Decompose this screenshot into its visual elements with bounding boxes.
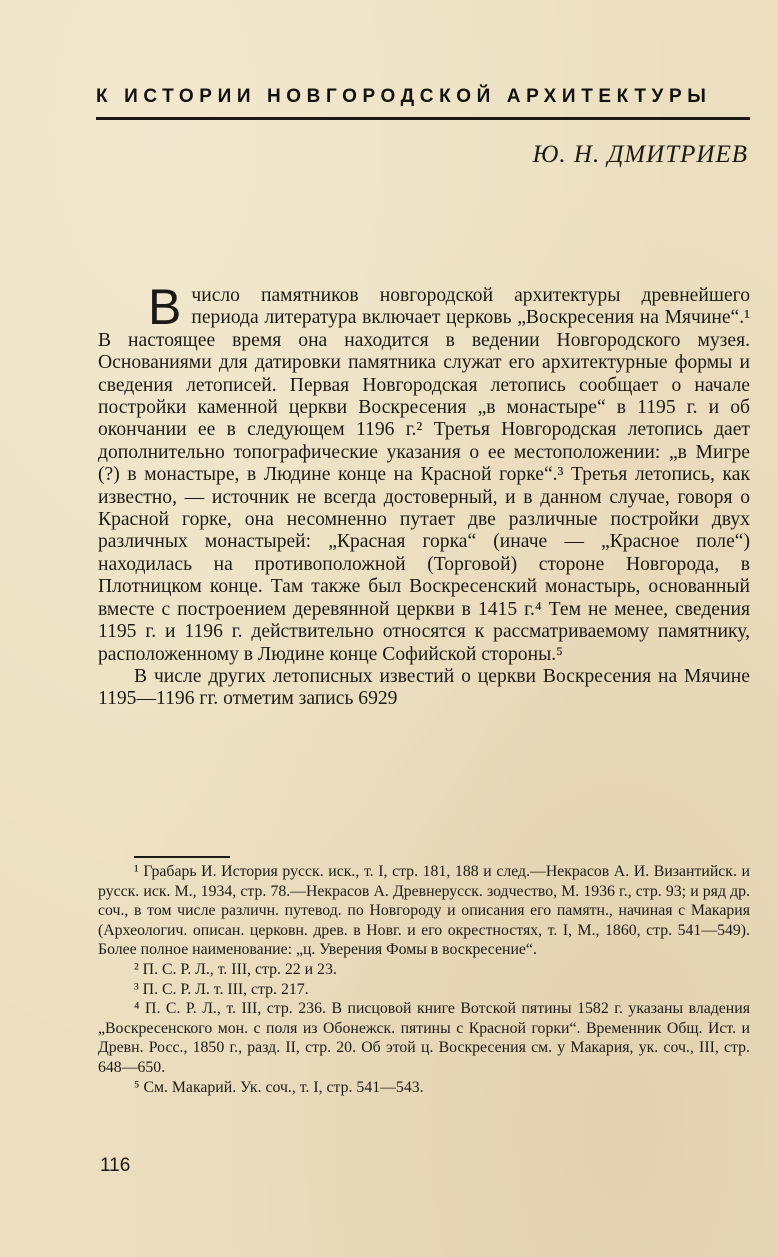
footnote-rule [134, 856, 230, 858]
paragraph-2: В числе других летописных известий о церкви Воскресения на Мячине 1195—1196 гг. отметим запись 6929 [98, 665, 750, 710]
drop-cap: В [148, 279, 182, 335]
article-body [98, 279, 750, 711]
section-header: К ИСТОРИИ НОВГОРОДСКОЙ АРХИТЕКТУРЫ [96, 86, 712, 107]
footnote-3: ³ П. С. Р. Л. т. III, стр. 217. [134, 980, 309, 998]
header-rule [96, 117, 750, 120]
footnote-2: ² П. С. Р. Л., т. III, стр. 22 и 23. [134, 960, 337, 978]
footnote-1: ¹ Грабарь И. История русск. иск., т. I, стр. 181, 188 и след.—Некрасов А. И. Византийск. и русск. иск. М., 1934, стр. 78.—Некрасов А. Древнерусск. зодчество, М. 1936 г., стр. 93; и ряд др. соч., в том числе различн. путевод. по Новгороду и описания его памятн., начиная с Макария (Археологич. описан. церковн. древ. в Новг. и его окрестностях, т. I, М., 1860, стр. 541—549). Более полное наименование: „ц. Уверения Фомы в воскресение“. [98, 863, 750, 959]
paragraph-1-text: число памятников новгородской архитектуры древнейшего периода литература включает церковь „Воскресения на Мячине“.¹ В настоящее время она находится в ведении Новгородского музея. Основаниями для датировки памятника служат его архитектурные формы и сведения летописей. Первая Новгородская летопись сообщает о начале постройки каменной церкви Воскресения „в монастыре“ в 1195 г. и об окончании ее в следующем 1196 г.² Третья Новгородская летопись дает дополнительно топографические указания о ее местоположении: „в Мигре (?) в монастыре, в Людине конце на Красной горке“.³ Третья летопись, как известно, — источник не всегда достоверный, и в данном случае, говоря о Красной горке, она несомненно путает две различные постройки двух различных монастырей: „Красная горка“ (иначе — „Красное поле“) находилась на противоположной (Торговой) стороне Новгорода, в Плотницком конце. Там также был Воскресенский монастырь, основанный вместе с построением деревянной церкви в 1415 г.⁴ Тем не менее, сведения 1195 г. и 1196 г. действительно относятся к рассматриваемому памятнику, расположенному в Людине конце Софийской стороны.⁵ [98, 285, 750, 665]
author-name: Ю. Н. ДМИТРИЕВ [532, 141, 748, 168]
footnotes [98, 862, 750, 1097]
footnote-4: ⁴ П. С. Р. Л., т. III, стр. 236. В писцовой книге Вотской пятины 1582 г. указаны владения „Воскресенского мон. с поля из Обонежск. пятины с Красной горки“. Временник Общ. Ист. и Древн. Росс., 1850 г., разд. II, стр. 20. Об этой ц. Воскресения см. у Макария, ук. соч., III, стр. 648—650. [98, 1000, 750, 1076]
page-number: 116 [100, 1155, 131, 1176]
paragraph-1 [98, 279, 750, 666]
footnote-5: ⁵ См. Макарий. Ук. соч., т. I, стр. 541—543. [134, 1078, 424, 1096]
